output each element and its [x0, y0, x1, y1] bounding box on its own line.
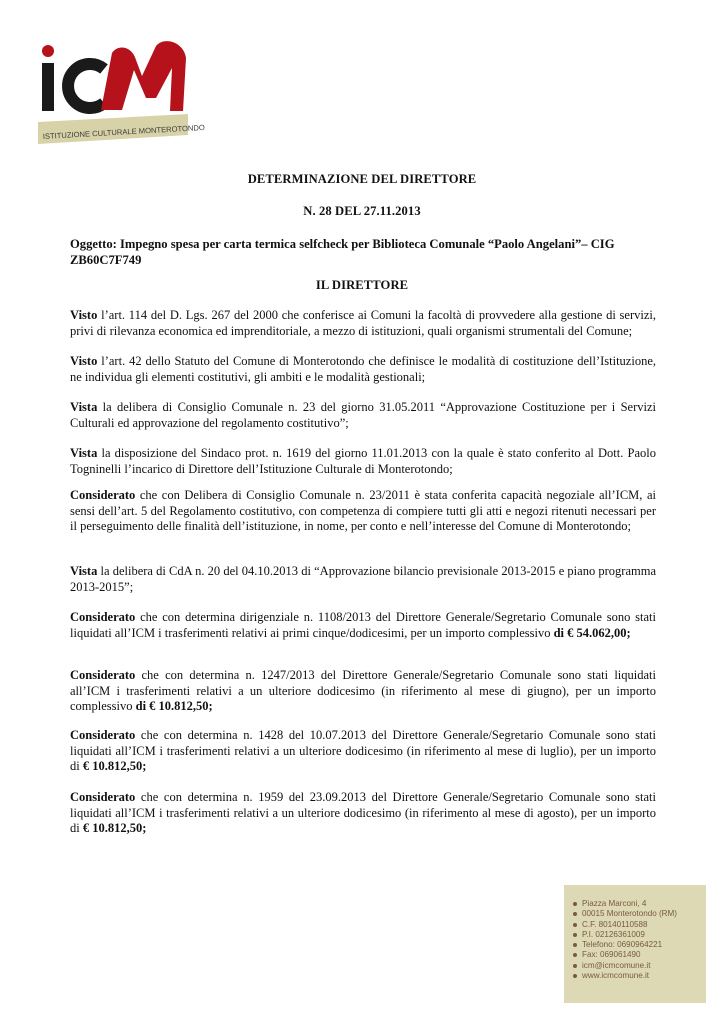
- contact-email-link[interactable]: icm@icmcomune.it: [582, 961, 706, 971]
- contact-address: Piazza Marconi, 4: [582, 899, 706, 909]
- paragraph-lead: Considerato: [70, 790, 136, 804]
- paragraph-5: [70, 488, 656, 535]
- paragraph-text: l’art. 42 dello Statuto del Comune di Monterotondo che definisce le modalità di costituzione dell’Istituzione, ne individua gli elementi costitutivi, gli ambiti e le modalità gestionali;: [70, 354, 656, 384]
- paragraph-text: che con determina n. 1247/2013 del Direttore Generale/Segretario Comunale sono stati liquidati all’ICM i trasferimenti relativi a un ulteriore dodicesimo (in riferimento al mese di giugno), per un importo complessivo: [70, 668, 656, 714]
- document-title: DETERMINAZIONE DEL DIRETTORE: [247, 172, 477, 186]
- contact-tax-code: C.F. 80140110588: [582, 920, 706, 930]
- paragraph-2: [70, 354, 656, 385]
- contact-vat-number: P.I. 02126361009: [582, 930, 706, 940]
- paragraph-amount: di € 10.812,50;: [135, 699, 213, 714]
- paragraph-lead: Vista: [70, 446, 98, 460]
- paragraph-text: che con Delibera di Consiglio Comunale n. 23/2011 è stata conferita capacità negoziale all’ICM, ai sensi dell’art. 5 del Regolamento costitutivo, con competenza di compiere tutti gli atti e negozi ritenuti necessari per il perseguimento delle finalità dell’istituzione, in nome, per conto e nell’interesse del Comune di Monterotondo;: [70, 488, 656, 534]
- paragraph-text: la delibera di CdA n. 20 del 04.10.2013 di “Approvazione bilancio previsionale 2013-2015 e piano programma 2013-2015”;: [70, 564, 656, 594]
- paragraph-text: l’art. 114 del D. Lgs. 267 del 2000 che conferisce ai Comuni la facoltà di provvedere alla gestione di servizi, privi di rilevanza economica ed imprenditoriale, a mezzo di istituzioni, quali organismi strumentali del Comune;: [70, 308, 656, 338]
- contact-phone: Telefono: 0690964221: [582, 940, 706, 950]
- icm-logo: [38, 38, 206, 150]
- paragraph-1: [70, 308, 656, 339]
- paragraph-lead: Vista: [70, 564, 98, 578]
- contact-box: [564, 885, 706, 1003]
- logo-i-dot: [42, 45, 54, 57]
- icm-logo-graphic: [38, 38, 206, 150]
- paragraph-lead: Considerato: [70, 488, 136, 502]
- paragraph-8: [70, 668, 656, 715]
- paragraph-3: [70, 400, 656, 431]
- contact-website-link[interactable]: www.icmcomune.it: [582, 971, 706, 981]
- logo-i-stem: [42, 63, 54, 111]
- paragraph-lead: Visto: [70, 308, 98, 322]
- paragraph-amount: di € 54.062,00;: [553, 625, 631, 640]
- paragraph-text: che con determina dirigenziale n. 1108/2013 del Direttore Generale/Segretario Comunale sono stati liquidati all’ICM i trasferimenti relativi ai primi cinque/dodicesimi, per un importo complessivo: [70, 610, 656, 640]
- section-title: IL DIRETTORE: [315, 278, 409, 292]
- paragraph-7: [70, 610, 656, 641]
- subject-line: Oggetto: Impegno spesa per carta termica selfcheck per Biblioteca Comunale “Paolo Angelani”– CIG ZB60C7F749: [70, 237, 615, 267]
- logo-c: [68, 64, 104, 108]
- paragraph-lead: Visto: [70, 354, 98, 368]
- paragraph-text: la disposizione del Sindaco prot. n. 1619 del giorno 11.01.2013 con la quale è stato conferito al Dott. Paolo Togninelli l’incarico di Direttore dell’Istituzione Culturale di Monterotondo;: [70, 446, 656, 476]
- paragraph-lead: Considerato: [70, 668, 136, 682]
- paragraph-amount: € 10.812,50;: [82, 821, 147, 836]
- paragraph-text: che con determina n. 1959 del 23.09.2013 del Direttore Generale/Segretario Comunale sono stati liquidati all’ICM i trasferimenti relativi a un ulteriore dodicesimo (in riferimento al mese di agosto), per un importo di: [70, 790, 656, 836]
- paragraph-lead: Vista: [70, 400, 98, 414]
- contact-list: [564, 885, 706, 981]
- logo-m: [101, 41, 186, 111]
- paragraph-6: [70, 564, 656, 595]
- logo-tagline: ISTITUZIONE CULTURALE MONTEROTONDO: [42, 122, 206, 141]
- paragraph-4: [70, 446, 656, 477]
- paragraph-lead: Considerato: [70, 728, 136, 742]
- contact-city: 00015 Monterotondo (RM): [582, 909, 706, 919]
- paragraph-9: [70, 728, 656, 775]
- paragraph-text: la delibera di Consiglio Comunale n. 23 del giorno 31.05.2011 “Approvazione Costituzione per i Servizi Culturali ed approvazione del regolamento costitutivo”;: [70, 400, 656, 430]
- contact-fax: Fax: 069061490: [582, 950, 706, 960]
- paragraph-10: [70, 790, 656, 837]
- paragraph-text: che con determina n. 1428 del 10.07.2013 del Direttore Generale/Segretario Comunale sono stati liquidati all’ICM i trasferimenti relativi a un ulteriore dodicesimo (in riferimento al mese di luglio), per un importo di: [70, 728, 656, 774]
- paragraph-lead: Considerato: [70, 610, 136, 624]
- paragraph-amount: € 10.812,50;: [82, 759, 147, 774]
- document-number: N. 28 DEL 27.11.2013: [303, 204, 421, 218]
